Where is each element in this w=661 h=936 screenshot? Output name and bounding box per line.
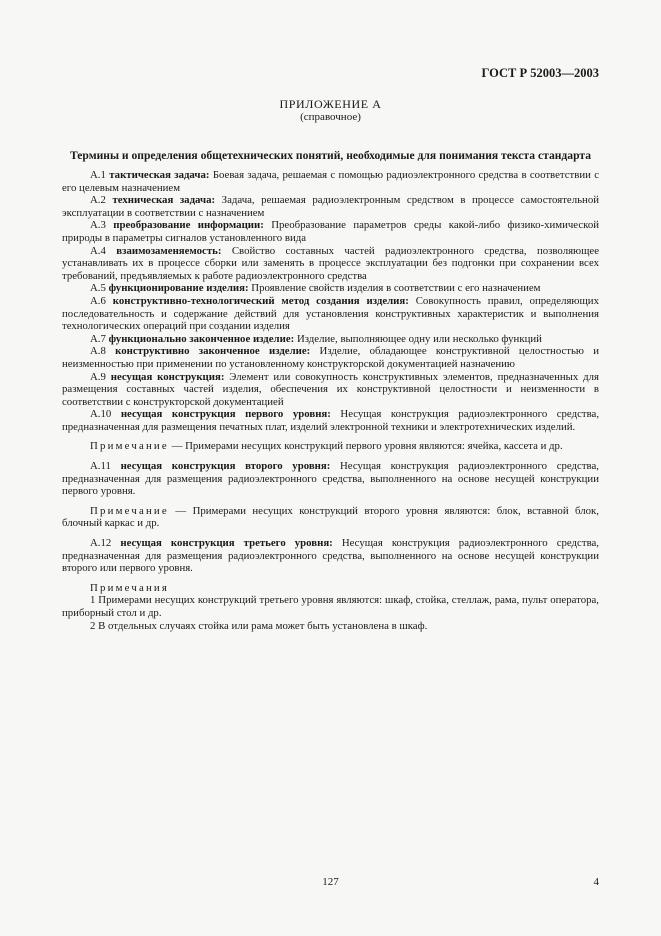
definition-a2 bbox=[62, 194, 599, 219]
definition-number: А.3 bbox=[90, 219, 106, 232]
definition-text: Боевая задача, решаемая с помощью радиоэлектронного средства в соответствии с его целевым назначением bbox=[62, 169, 599, 194]
definition-text: Свойство составных частей радиоэлектронного средства, позволяющее устанавливать их в процессе сборки или заменять в процессе эксплуатации без подгонки при сохранении всех требований, предъявляемых к работе радиоэлектронного средства bbox=[62, 244, 600, 282]
note-label: Примечание bbox=[90, 440, 169, 453]
definition-text: Изделие, выполняющее одну или несколько функций bbox=[296, 332, 542, 345]
definition-term: функционально законченное изделие: bbox=[108, 332, 295, 345]
definition-text: Изделие, обладающее конструктивной целостностью и неизменностью при применении по установленному конструкторской документацией назначению bbox=[62, 345, 600, 370]
sheet-number: 4 bbox=[593, 876, 599, 888]
definition-term: техническая задача: bbox=[112, 194, 216, 207]
definition-text: Преобразование параметров среды какой-либо физико-химической природы в параметры сигналов установленного вида bbox=[62, 219, 600, 244]
appendix-title: ПРИЛОЖЕНИЕ А bbox=[279, 97, 382, 111]
definition-text: Совокупность правил, определяющих последовательность и содержание действий для установления конструктивных характеристик и выполнения технологических операций при создании изделия bbox=[62, 294, 599, 333]
definition-term: взаимозаменяемость: bbox=[116, 244, 222, 257]
definition-term: несущая конструкция первого уровня: bbox=[120, 408, 331, 421]
note-text: — Примерами несущих конструкций первого уровня являются: ячейка, кассета и др. bbox=[168, 440, 563, 453]
definition-term: тактическая задача: bbox=[109, 169, 210, 181]
section-heading: Термины и определения общетехнических понятий, необходимые для понимания текста стандарта bbox=[69, 149, 592, 162]
definition-text: Элемент или совокупность конструктивных элементов, предназначенных для размещения составных частей изделия, обеспечения их конструктивной целостности и неизменности в соответствии с конструкторской документацией bbox=[62, 370, 599, 408]
definition-term: функционирование изделия: bbox=[108, 282, 249, 295]
definition-term: несущая конструкция: bbox=[110, 370, 225, 383]
definition-text: Проявление свойств изделия в соответствии с его назначением bbox=[251, 282, 541, 295]
definition-a11 bbox=[62, 460, 599, 498]
definition-a3 bbox=[62, 219, 599, 244]
note-item-2: 2 В отдельных случаях стойка или рама может быть установлена в шкаф. bbox=[90, 619, 428, 632]
note-first-level bbox=[62, 440, 599, 453]
note-item-1: 1 Примерами несущих конструкций третьего уровня являются: шкаф, стойка, стеллаж, рама, пульт оператора, приборный стол и др. bbox=[62, 594, 599, 619]
page-number: 127 bbox=[322, 876, 339, 888]
definition-a4 bbox=[62, 245, 599, 283]
definition-a8 bbox=[62, 345, 599, 370]
definition-a9 bbox=[62, 371, 599, 409]
definition-number: А.4 bbox=[90, 244, 106, 257]
definition-term: конструктивно законченное изделие: bbox=[115, 345, 311, 358]
definition-a12 bbox=[62, 537, 599, 575]
note-label: Примечания bbox=[90, 581, 170, 594]
definition-number: А.7 bbox=[90, 332, 106, 345]
definition-number: А.12 bbox=[90, 537, 112, 550]
definition-term: преобразование информации: bbox=[113, 219, 264, 232]
definition-a10 bbox=[62, 408, 599, 433]
definition-number: А.2 bbox=[90, 194, 106, 207]
notes-third-level bbox=[62, 582, 599, 595]
definition-number: А.9 bbox=[90, 370, 106, 383]
definition-number: А.6 bbox=[90, 294, 106, 307]
note-text: — Примерами несущих конструкций второго уровня являются: блок, вставной блок, блочный каркас и др. bbox=[62, 504, 599, 530]
definition-text: Задача, решаемая радиоэлектронным средством в процессе самостоятельной эксплуатации в соответствии с назначением bbox=[62, 194, 599, 219]
definition-term: конструктивно-технологический метод создания изделия: bbox=[112, 294, 409, 307]
note-label: Примечание bbox=[90, 504, 169, 517]
definition-number: А.5 bbox=[90, 282, 106, 295]
definition-number: А.1 bbox=[90, 169, 106, 181]
standard-code: ГОСТ Р 52003—2003 bbox=[481, 66, 599, 80]
definitions-body bbox=[62, 169, 599, 632]
definition-a7 bbox=[62, 333, 599, 346]
definition-a5 bbox=[62, 282, 599, 295]
appendix-subtitle: (справочное) bbox=[300, 111, 361, 123]
definition-text: Несущая конструкция радиоэлектронного средства, предназначенная для размещения радиоэлектронного средства, выполненного на основе несущей конструкции первого уровня. bbox=[62, 460, 600, 498]
definition-text: Несущая конструкция радиоэлектронного средства, предназначенная для размещения печатных плат, изделий электронной техники и электротехнических изделий. bbox=[62, 408, 600, 433]
definition-text: Несущая конструкция радиоэлектронного средства, предназначенная для размещения радиоэлектронного средства, выполненного на основе несущей конструкции второго или первого уровня. bbox=[62, 537, 600, 575]
definition-a1 bbox=[62, 169, 599, 194]
definition-number: А.11 bbox=[90, 460, 111, 473]
definition-number: А.10 bbox=[90, 408, 112, 421]
definition-number: А.8 bbox=[90, 345, 106, 358]
definition-a6 bbox=[62, 295, 599, 333]
definition-term: несущая конструкция третьего уровня: bbox=[120, 537, 333, 550]
note-second-level bbox=[62, 505, 599, 530]
definition-term: несущая конструкция второго уровня: bbox=[120, 460, 331, 473]
